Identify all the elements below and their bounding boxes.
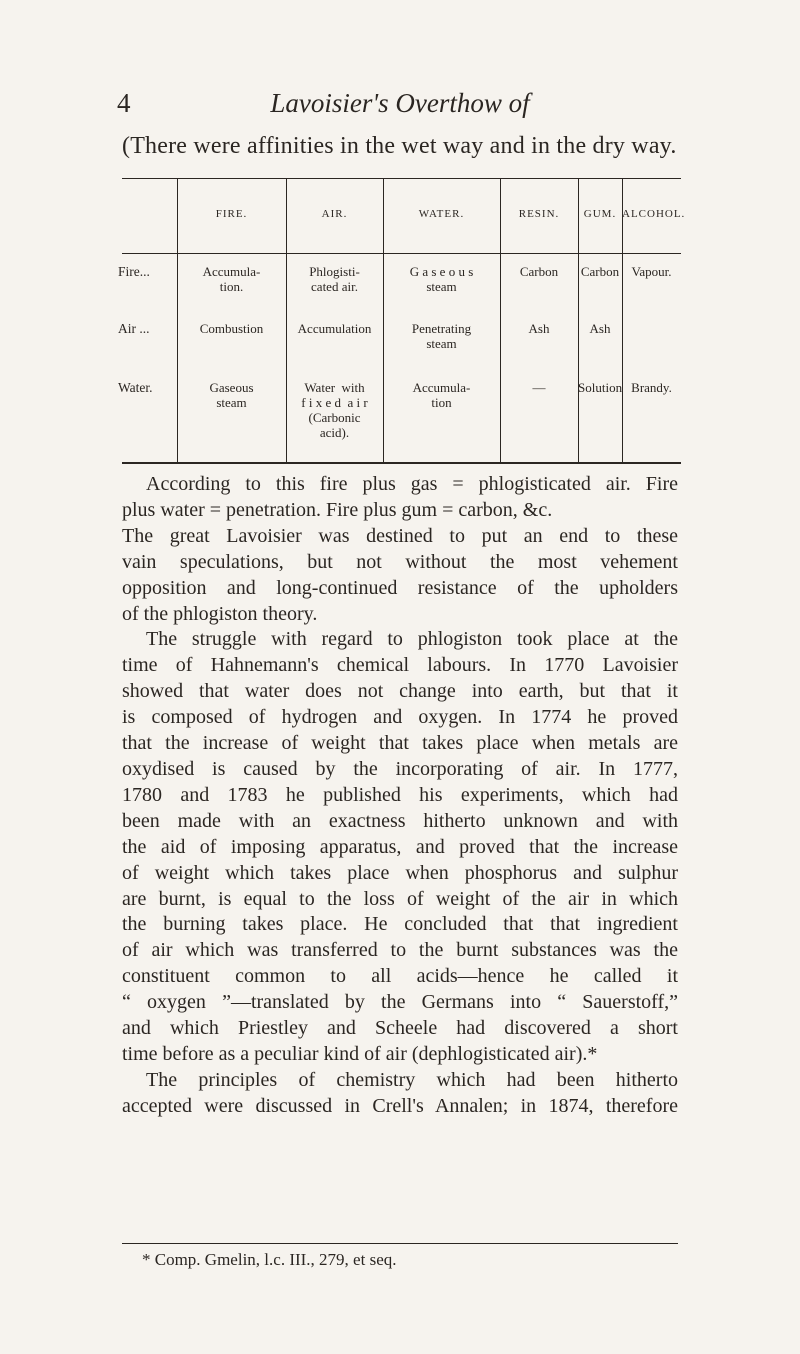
table-cell: Ash — [528, 321, 550, 336]
text-line: of weight which takes place when phosphorus and sulphur — [122, 861, 678, 884]
text-line: the burning takes place. He concluded that that ingredient — [122, 913, 678, 936]
text-line: 1780 and 1783 he published his experiments, which had — [122, 783, 678, 806]
text-line: vain speculations, but not without the most vehement — [122, 550, 678, 573]
text-line: The great Lavoisier was destined to put an end to these — [122, 524, 678, 547]
table-cell: Water with f i x e d a i r (Carbonic acid). — [301, 380, 368, 440]
table-col-divider — [622, 178, 623, 462]
text-line: that the increase of weight that takes place when metals are — [122, 732, 678, 755]
table-cell: Carbon — [580, 264, 620, 279]
column-header-water: WATER. — [418, 208, 465, 220]
text-line: opposition and long-continued resistance of the upholders — [122, 576, 678, 599]
text-line: the aid of imposing apparatus, and proved that the increase — [122, 835, 678, 858]
column-header-fire: FIRE. — [215, 208, 248, 220]
table-header-rule — [122, 253, 681, 254]
table-cell: Brandy. — [631, 380, 672, 395]
row-label-air: Air ... — [118, 321, 150, 336]
table-col-divider — [177, 178, 178, 462]
table-cell: Combustion — [199, 321, 264, 336]
table-cell: Accumula- tion — [412, 380, 471, 410]
column-header-gum: GUM. — [583, 208, 617, 220]
running-title: Lavoisier's Overthow of — [270, 88, 530, 118]
text-line: constituent common to all acids—hence he called it — [122, 965, 678, 988]
column-header-alcohol: ALCOHOL. — [622, 208, 686, 220]
column-header-air: AIR. — [321, 208, 348, 220]
text-line: time before as a peculiar kind of air (dephlogisticated air).* — [122, 1042, 598, 1065]
text-line: of air which was transferred to the burnt substances was the — [122, 939, 678, 962]
table-top-rule — [122, 178, 681, 179]
column-header-resin: RESIN. — [518, 208, 560, 220]
page-number: 4 — [117, 88, 131, 118]
text-line: and which Priestley and Scheele had discovered a short — [122, 1017, 678, 1040]
table-cell: Carbon — [519, 264, 559, 279]
intro-line: (There were affinities in the wet way and in the dry way. — [122, 133, 677, 159]
table-cell: Ash — [589, 321, 611, 336]
text-line: showed that water does not change into earth, but that it — [122, 680, 678, 703]
footnote: * Comp. Gmelin, l.c. III., 279, et seq. — [142, 1250, 397, 1269]
text-line: time of Hahnemann's chemical labours. In 1770 Lavoisier — [122, 654, 678, 677]
table-cell: Penetrating steam — [411, 321, 472, 351]
table-cell: Phlogisti- cated air. — [309, 264, 360, 294]
table-cell: — — [532, 380, 546, 395]
text-line: been made with an exactness hitherto unknown and with — [122, 809, 678, 832]
table-cell: Gaseous steam — [209, 380, 254, 410]
row-label-water: Water. — [118, 380, 153, 395]
body-text — [122, 472, 678, 1120]
text-line: According to this fire plus gas = phlogisticated air. Fire — [146, 473, 678, 495]
text-line: The struggle with regard to phlogiston took place at the — [146, 628, 678, 651]
table-bottom-rule — [122, 462, 681, 464]
row-label-fire: Fire... — [118, 264, 150, 279]
text-line: is composed of hydrogen and oxygen. In 1774 he proved — [122, 706, 678, 729]
affinity-table — [118, 178, 686, 465]
text-line: The principles of chemistry which had been hitherto — [146, 1068, 678, 1091]
table-cell: Vapour. — [631, 264, 672, 279]
text-line: “ oxygen ”—translated by the Germans into “ Sauerstoff,” — [122, 991, 678, 1014]
text-line: plus water = penetration. Fire plus gum = carbon, &c. — [122, 498, 553, 521]
text-line: are burnt, is equal to the loss of weight of the air in which — [122, 887, 678, 910]
table-cell: Solution — [578, 380, 623, 395]
table-cell: Accumula- tion. — [202, 264, 261, 294]
text-line: of the phlogiston theory. — [122, 602, 318, 625]
text-line: oxydised is caused by the incorporating of air. In 1777, — [122, 757, 678, 780]
table-col-divider — [578, 178, 579, 462]
text-line: accepted were discussed in Crell's Annalen; in 1874, therefore — [122, 1094, 678, 1117]
page-header — [0, 88, 800, 124]
table-col-divider — [383, 178, 384, 462]
table-col-divider — [500, 178, 501, 462]
table-cell: Accumulation — [297, 321, 372, 336]
table-cell: G a s e o u s steam — [409, 264, 474, 294]
footnote-rule — [122, 1243, 678, 1244]
